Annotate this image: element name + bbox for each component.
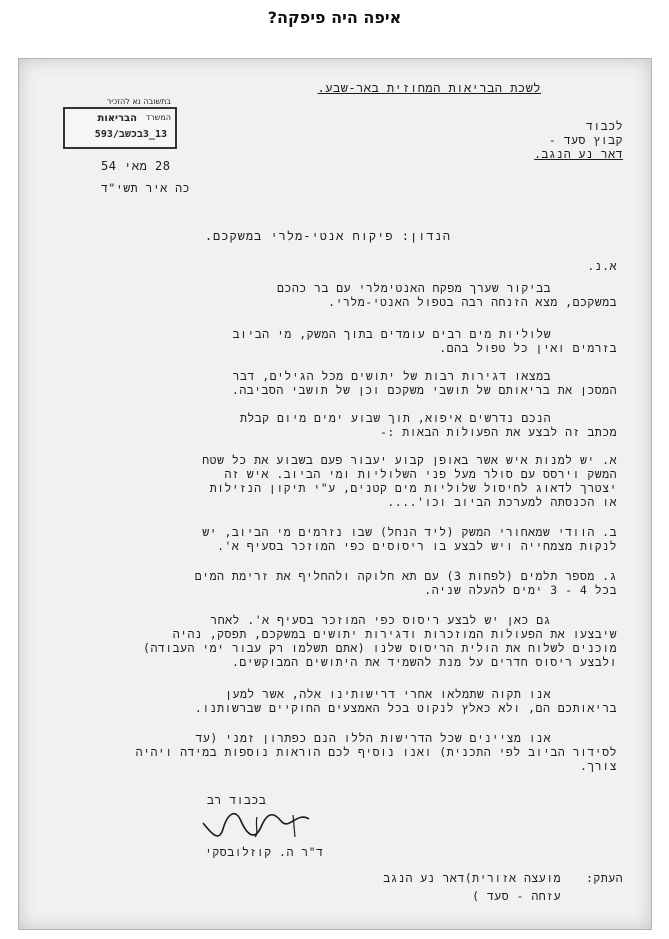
- signer-name: ד"ר ה. קוזלובסקי: [205, 845, 324, 859]
- para-2-line-2: בזרמים ואין כל טפול בהם.: [439, 341, 617, 355]
- para-4-line-1: הנכם נדרשים איפוא, תוך שבוע ימים מיום קבלת: [239, 411, 551, 425]
- para-1-line-1: בביקור שערך מפקח האנטימלרי עם בר כהכם: [277, 281, 551, 295]
- para-2-line-1: שלוליות מים רבים עומדים בתוך המשק, מי הביוב: [232, 327, 551, 341]
- date-hebrew: כה איר תשי"ד: [101, 181, 190, 195]
- item-a-line-3: יצטרך לדאוג לחיסול שלוליות מים קטנים, ע"י תיקון הנזילות: [209, 481, 617, 495]
- item-a-line-1: א. יש למנות איש אשר באופן קבוע יעבור פעם בשבוע את כל שטח: [202, 453, 617, 467]
- cc-line-2: עזחה - סעד ): [472, 889, 561, 903]
- page-title: איפה היה פיפקה?: [267, 8, 402, 27]
- stamp-line-2: המשרד: [145, 113, 171, 122]
- item-c-line-1: ג. מספר תלמים (לפחות 3) עם תא חלוקה ולהחליף את זרימת המים: [194, 569, 617, 583]
- para-5-line-3: מוכנים לשלוח את הולית הריסוס שלנו (אתם תשלמו רק עבור ימי העבודה): [143, 641, 617, 655]
- handwritten-signature: [197, 809, 317, 841]
- recipient-line-1: לכבוד: [585, 119, 623, 133]
- letter-scan: [18, 58, 652, 930]
- item-a-line-4: או הכנסתה למערכת הביוב וכו'....: [387, 495, 617, 509]
- stamp-line-1: בתשובה נא להזכיר: [106, 97, 171, 106]
- para-5-line-4: ולבצע ריסוס חדרים על מנת להשמיד את היתושים המבוקשים.: [231, 655, 617, 669]
- para-6-line-2: בריאותכם הם, ולא כאלץ לנקוט בכל האמצעים החוקיים שברשותנו.: [194, 701, 617, 715]
- letter-header: לשכת הבריאות המחוזית באר-שבע.: [317, 81, 541, 95]
- para-3-line-1: במצאו דגירות רבות של יתושים מכל הגילים, דבר: [232, 369, 551, 383]
- para-7-line-3: צורך.: [579, 759, 617, 773]
- stamp-line-3: 13_3בכשב/593: [94, 129, 167, 140]
- item-b-line-1: ב. הוודי שמאחורי המשק (ליד הנחל) שבו נזרמים מי הביוב, יש: [202, 525, 617, 539]
- item-b-line-2: לנקות מצמחייה ויש לבצע בו ריסוסים כפי המוזכר בסעיף א'.: [217, 539, 617, 553]
- para-5-line-1: גם כאן יש לבצע ריסוס כפי המוזכר בסעיף א'. לאחר: [210, 613, 551, 627]
- para-5-line-2: שיבצעו את הפעולות המוזכרות ודגירות יתושים במשקכם, תפסק, נהיה: [172, 627, 617, 641]
- subject-line: הנדון: פיקוח אנטי-מלרי במשקכם.: [204, 229, 451, 243]
- para-4-line-2: מכתב זה לבצע את הפעולות הבאות :-: [379, 425, 617, 439]
- recipient-line-3: דאר נע הנגב.: [534, 147, 623, 161]
- para-7-line-1: אנו מציינים שכל הדרישות הללו הנם כפתרון זמני (עד: [195, 731, 551, 745]
- para-1-line-2: במשקכם, מצא הזנחה רבה בטפול האנטי-מלרי.: [328, 295, 617, 309]
- stamp-line-2b: הבריאות: [97, 113, 137, 124]
- closing: בכבוד רב: [207, 793, 267, 807]
- item-a-line-2: המשק וירסס עם סולר מעל פני השלוליות ומי הביוב. איש זה: [224, 467, 617, 481]
- para-3-line-2: המסכן את בריאותם של תושבי משקכם וכן של תושבי הסביבה.: [231, 383, 617, 397]
- cc-line-1: מועצה אזורית)דאר נע הנגב: [383, 871, 561, 885]
- cc-label: העתק:: [585, 871, 623, 885]
- salutation: א.נ.: [587, 259, 617, 273]
- office-stamp: [63, 97, 177, 149]
- item-c-line-2: בכל 4 - 3 ימים להעלה שניה.: [424, 583, 617, 597]
- date-gregorian: 28 מאי 54: [101, 159, 171, 173]
- para-7-line-2: לסידור הביוב לפי התכנית) ואנו נוסיף לכם הוראות נוספות במידה ויהיה: [135, 745, 617, 759]
- para-6-line-1: אנו תקוה שתמלאו אחרי דרישותינו אלה, אשר למען: [225, 687, 551, 701]
- recipient-line-2: קבוץ סעד -: [548, 133, 623, 147]
